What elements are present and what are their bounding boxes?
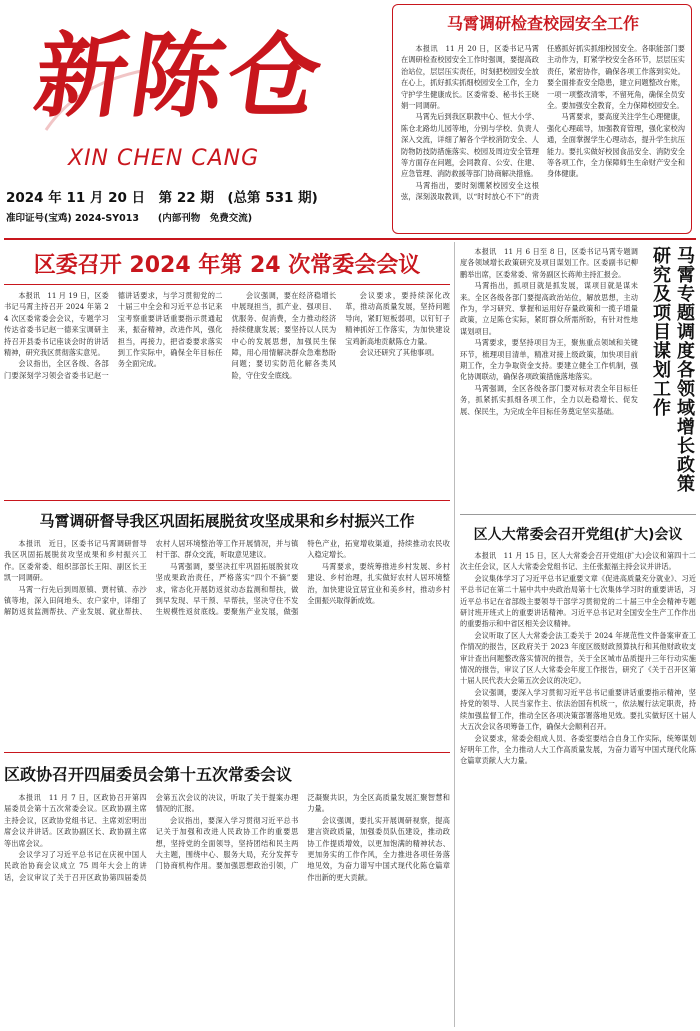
permit-line: 准印证号(宝鸡) 2024-SY013 (内部刊物 免费交流) xyxy=(6,213,253,224)
paragraph: 马霄强调，要坚决扛牢巩固拓展脱贫攻坚成果政治责任，严格落实“四个不摘”要求，常态化开展防返贫动态监测和帮扶，做到早发现、早干预、早帮扶，坚决守住不发生规模性返贫底线。要聚焦产业发展，做强特色产业，拓宽增收渠道，持续推动农民收入稳定增长。 xyxy=(155,539,450,617)
article-npc-meeting xyxy=(460,514,696,1027)
masthead-logo xyxy=(28,10,356,150)
paragraph: 本报讯 11 月 6 日至 8 日，区委书记马霄专题调度各领域增长政策研究及项目谋划工作。区委副书记柳鹏举出席，区委常委、常务副区长蒋帅主持汇报会。 xyxy=(460,247,638,279)
paragraph: 会议强调，要扎实开展调研视察，提高建言资政质量，加强委员队伍建设，推动政协工作提质增效，以更加饱满的精神状态、更加务实的工作作风，全力推进各项任务落地见效，为奋力谱写中国式现代化陈仓篇章作出新的更大贡献。 xyxy=(307,815,450,882)
article-title: 区人大常委会召开党组(扩大)会议 xyxy=(473,527,683,543)
paragraph: 会议指出，全区各级、各部门要深刻学习领会省委书记赵一德讲话要求，与学习贯彻党的二十届三中全会和习近平总书记来宝考察重要讲话重要指示贯通起来，振奋精神，改进作风，强化担当，再接力，把省委要求落实到工作实际中，确保全年目标任务全面完成。 xyxy=(4,291,223,380)
paragraph: 会议要求，要持续深化改革，推动高质量发展，坚持问题导向，紧盯短板弱项，以钉钉子精神抓好工作落实，为加快建设宝鸡新高地贡献陈仓力量。 xyxy=(345,291,450,346)
paragraph: 会议集体学习了习近平总书记重要文章《促进高质量充分就业》、习近平总书记在第二十届中共中央政治局第十七次集体学习时的重要讲话，习近平总书记在省部级主要领导干部学习贯彻党的二十届三中全会精神专题研讨班开班式上的重要讲话精神。习近平总书记对全国安全生产工作作出的重要指示和中省区相关会议精神。 xyxy=(460,573,696,629)
paragraph: 会议指出，要深入学习贯彻习近平总书记关于加强和改进人民政协工作的重要思想，坚持党的全面领导，坚持团结和民主两大主题，围绕中心、服务大局，充分发挥专门协商机构作用。要加强思想政治引领，广泛凝聚共识，为全区高质量发展汇聚智慧和力量。 xyxy=(155,793,450,871)
paragraph: 马霄要求，要高度关注学生心理健康，强化心理疏导，加强教育管理，强化家校沟通，全面掌握学生心理动态，提升学生抗压能力。要扎实做好校园食品安全、消防安全等各项工作，全力保障师生生命财产安全和身体健康。 xyxy=(547,112,685,179)
article-policy-research xyxy=(460,242,696,512)
section-divider xyxy=(4,500,450,501)
article-cppcc xyxy=(4,752,450,1027)
paragraph: 马霄强调，全区各级各部门要对标对表全年目标任务，抓紧抓实抓细各项工作，全力以赴稳增长、促发展、保民生，为完成全年目标任务奠定坚实基础。 xyxy=(460,383,638,416)
paragraph: 会议强调，要在经济稳增长中展现担当，抓产业、强项目、优服务、促消费，全力推动经济持续健康发展；要坚持以人民为中心的发展思想，加强民生保障，用心用情解决群众急难愁盼问题；要切实防范化解各类风险，守住安全底线。 xyxy=(231,291,337,380)
date-line: 2024 年 11 月 20 日 第 22 期 (总第 531 期) xyxy=(6,190,318,206)
article-title: 区政协召开四届委员会第十五次常委会议 xyxy=(4,765,293,784)
top-article-box xyxy=(392,4,692,234)
article-body xyxy=(460,550,696,1024)
article-body xyxy=(460,246,638,508)
paragraph: 马霄指出，抓项目就是抓发展，谋项目就是谋未来。全区各级各部门要提高政治站位，解放思想，主动作为，学习研究、掌握和运用好存量政策和一揽子增量政策，立足陈仓实际，紧盯群众所需所盼，有针对性地谋划项目。 xyxy=(460,281,638,336)
paragraph: 会议还研究了其他事项。 xyxy=(359,348,439,358)
article-title: 区委召开 2024 年第 24 次常委会会议 xyxy=(33,253,421,278)
paragraph: 马霄一行先后到周原镇、贾村镇、赤沙镇等地，深入田间地头、农户家中，详细了解防返贫监测帮扶、产业发展、就业帮扶、农村人居环境整治等工作开展情况，并与镇村干部、群众交流，听取意见建议。 xyxy=(4,539,299,617)
paragraph: 马霄先后到我区职教中心、恒大小学、陈仓北路幼儿园等地，分别与学校、负责人深入交流，详细了解各个学校消防安全、人防物防技防措施落实、校园及周边安全管理等方面存在问题，会同教育、公安、住建、应急管理、消防救援等部门协商解决措施。 xyxy=(401,112,539,179)
title-underline xyxy=(4,284,450,285)
paragraph: 本报讯 近日，区委书记马霄调研督导我区巩固拓展脱贫攻坚成果和乡村振兴工作。区委常委、组织部部长王阳、副区长王凯一同调研。 xyxy=(4,539,147,583)
paragraph: 会议强调，要深入学习贯彻习近平总书记重要讲话重要指示精神，坚持党的领导、人民当家作主、依法治国有机统一，依法履行法定职责，持续加强监督工作，推动全区各项决策部署落地见效。要扎实做好区十届人大五次会议各项筹备工作，确保大会顺利召开。 xyxy=(460,687,696,732)
paragraph: 会议听取了区人大常委会法工委关于 2024 年规范性文件备案审查工作情况的报告，区政府关于 2023 年度区级财政预算执行和其他财政收支审计查出问题整改落实情况的报告，关于全区城市品质提升三年行动实施情况的报告，审议了区人大常委会年度工作报告，研究了《关于召开区第十届人民代表大会第五次会议的决定》。 xyxy=(460,630,696,686)
paragraph: 马霄要求，要坚持项目为王，聚焦重点领域和关键环节，梳理项目清单，精准对接上级政策，加快项目前期工作，全力争取资金支持。要建立健全工作机制，强化协调联动，确保各项政策措施落地落实。 xyxy=(460,338,638,382)
article-rural-revitalization xyxy=(4,500,450,750)
paragraph: 马霄指出，要时刻绷紧校园安全这根弦，深刻汲取教训，以“时时放心不下”的责任感抓好抓实抓细校园安全。各职能部门要主动作为，盯紧学校安全各环节，层层压实责任，紧密协作，确保各项工作落到实处。要全面排查安全隐患，建立问题整改台账，一项一项整改清零，不留死角，确保全员安全。要加强安全教育，全力保障校园安全。 xyxy=(401,44,685,202)
top-article-title: 马霄调研检查校园安全工作 xyxy=(446,14,639,33)
logo-pinyin: XIN CHEN CANG xyxy=(68,146,260,171)
column-divider xyxy=(454,242,455,1027)
masthead xyxy=(6,6,384,236)
paragraph: 本报讯 11 月 20 日，区委书记马霄在调研检查校园安全工作时强调，要提高政治站位，层层压实责任，时刻把校园安全放在心上，抓好抓实抓细校园安全工作，全力守护学生健康成长。区委常委、秘书长王晓娟一同调研。 xyxy=(401,44,539,111)
paragraph: 马霄要求，要统筹推进乡村发展、乡村建设、乡村治理，扎实做好农村人居环境整治，加快建设宜居宜业和美乡村，推动乡村全面振兴取得新成效。 xyxy=(307,561,450,606)
paragraph: 本报讯 11 月 19 日，区委书记马霄主持召开 2024 年第 24 次区委常委会会议，专题学习传达省委书记赵一德来宝调研主持召开县委书记座谈会时的讲话精神，研究我区贯彻落实意见。 xyxy=(4,291,109,358)
top-article-body xyxy=(401,43,685,227)
paragraph: 会议要求，常委会组成人员、各委室要结合自身工作实际，统筹谋划好明年工作，全力推动人大工作高质量发展，为奋力谱写中国式现代化陈仓篇章贡献人大力量。 xyxy=(460,733,696,766)
section-divider xyxy=(460,514,696,515)
article-body xyxy=(4,538,450,748)
article-body xyxy=(4,792,450,1024)
article-title-vertical: 马霄专题调度各领域增长政策研究及项目谋划工作 xyxy=(650,246,695,493)
section-divider xyxy=(4,752,450,753)
paragraph: 本报讯 11 月 7 日，区政协召开第四届委员会第十五次常委会议。区政协副主席主持会议，区政协党组书记、主席刘宏明出席会议并讲话。区政协副区长、政协副主席等出席会议。 xyxy=(4,793,147,848)
article-standing-committee xyxy=(4,242,450,497)
paragraph: 本报讯 11 月 15 日，区人大常委会召开党组(扩大)会议和第四十二次主任会议，区人大常委会党组书记、主任张振福主持会议并讲话。 xyxy=(460,551,696,572)
article-title: 马霄调研督导我区巩固拓展脱贫攻坚成果和乡村振兴工作 xyxy=(39,512,415,530)
masthead-divider xyxy=(4,238,696,240)
logo-text: 新陈仓 xyxy=(28,22,332,130)
paragraph: 会议学习了习近平总书记在庆祝中国人民政治协商会议成立 75 周年大会上的讲话，会议审议了关于召开区政协第四届委员会第五次会议的决议，听取了关于提案办理情况的汇报。 xyxy=(4,793,299,882)
article-body xyxy=(4,290,450,495)
